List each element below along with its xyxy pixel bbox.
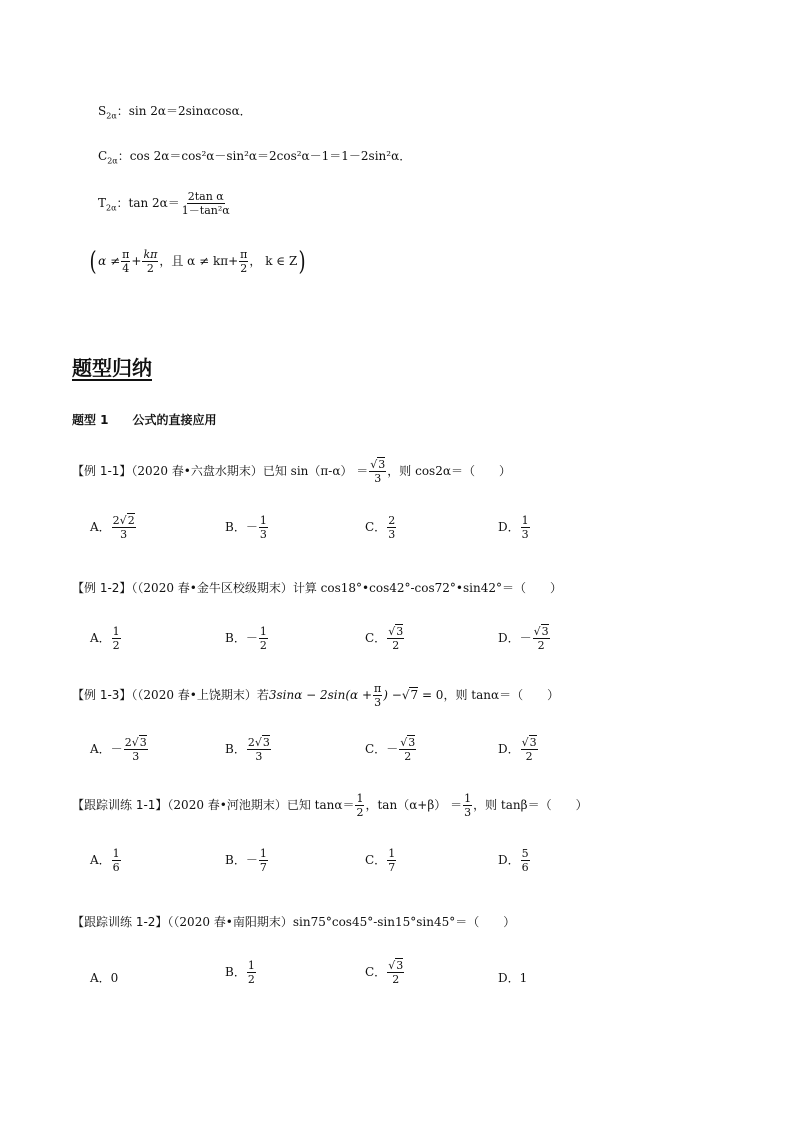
section-title: 题型归纳 (72, 356, 152, 380)
q4-option-a[interactable]: A． $\frac{1}{6}$ (90, 847, 120, 874)
q1-option-b[interactable]: B．－ $\frac{1}{3}$ (225, 514, 267, 541)
q5-option-c[interactable]: C． $\frac{√3}{2}$ (365, 959, 404, 986)
question-2: 【例 1-2】（（2020 春•金牛区校级期末）计算 cos18°•cos42°-cos72°•sin42°＝（ ） (72, 581, 562, 595)
q1-option-a[interactable]: A． $\frac{2√2}{3}$ (90, 514, 135, 541)
q2-option-b[interactable]: B．－ $\frac{1}{2}$ (225, 625, 267, 652)
q4-option-b[interactable]: B．－ $\frac{1}{7}$ (225, 847, 267, 874)
q5-option-b[interactable]: B． $\frac{1}{2}$ (225, 959, 255, 986)
question-4: 【跟踪训练 1-1】（2020 春•河池期末）已知 tanα＝ $\frac{1}{2}$ ，tan（α+β） ＝ $\frac{1}{3}$ ，则 tanβ＝（ ） (72, 792, 588, 819)
formula-s2a: $S_{2\alpha}$：sin 2α＝2sinαcosα． (98, 104, 252, 121)
formula-condition: ( α ≠ $\frac{\pi}{4}$ + $\frac{k\pi}{2}$ ，且 α ≠ kπ+ $\frac{\pi}{2}$ ， k ∈ Z) (89, 246, 306, 277)
formula-c2a: $C_{2\alpha}$：cos 2α＝cos²α－sin²α＝2cos²α－1＝1－2sin²α． (98, 149, 412, 166)
question-5: 【跟踪训练 1-2】（（2020 春•南阳期末）sin75°cos45°-sin15°sin45°＝（ ） (72, 915, 516, 929)
q3-option-c[interactable]: C．－ $\frac{√3}{2}$ (365, 736, 416, 763)
q3-option-d[interactable]: D． $\frac{√3}{2}$ (498, 736, 537, 763)
q2-option-a[interactable]: A． $\frac{1}{2}$ (90, 625, 120, 652)
q3-option-b[interactable]: B． $\frac{2√3}{3}$ (225, 736, 270, 763)
q1-option-d[interactable]: D． $\frac{1}{3}$ (498, 514, 529, 541)
q5-option-d[interactable]: D．1 (498, 971, 528, 985)
q2-option-c[interactable]: C． $\frac{√3}{2}$ (365, 625, 404, 652)
type1-title: 题型 1 公式的直接应用 (72, 413, 217, 427)
question-3: 【例 1-3】（（2020 春•上饶期末）若3sinα − 2sin(α + $\frac{\pi}{3}$ ) −√7 = 0，则 tanα＝（ ） (72, 682, 560, 709)
question-1: 【例 1-1】（2020 春•六盘水期末）已知 sin（π-α） ＝ $\frac{√3}{3}$ ，则 cos2α＝（ ） (72, 458, 511, 485)
q5-option-a[interactable]: A．0 (90, 971, 119, 985)
q3-option-a[interactable]: A．－ $\frac{2√3}{3}$ (90, 736, 147, 763)
q4-option-d[interactable]: D． $\frac{5}{6}$ (498, 847, 529, 874)
q1-option-c[interactable]: C． $\frac{2}{3}$ (365, 514, 396, 541)
formula-t2a: $T_{2\alpha}$：tan 2α＝ $\frac{\text{2tan α}}{\text{1－tan²α}}$ (98, 190, 230, 217)
t2a-fraction: $\frac{\text{2tan α}}{\text{1－tan²α}}$ (181, 190, 230, 217)
q2-option-d[interactable]: D．－ $\frac{√3}{2}$ (498, 625, 549, 652)
q4-option-c[interactable]: C． $\frac{1}{7}$ (365, 847, 396, 874)
